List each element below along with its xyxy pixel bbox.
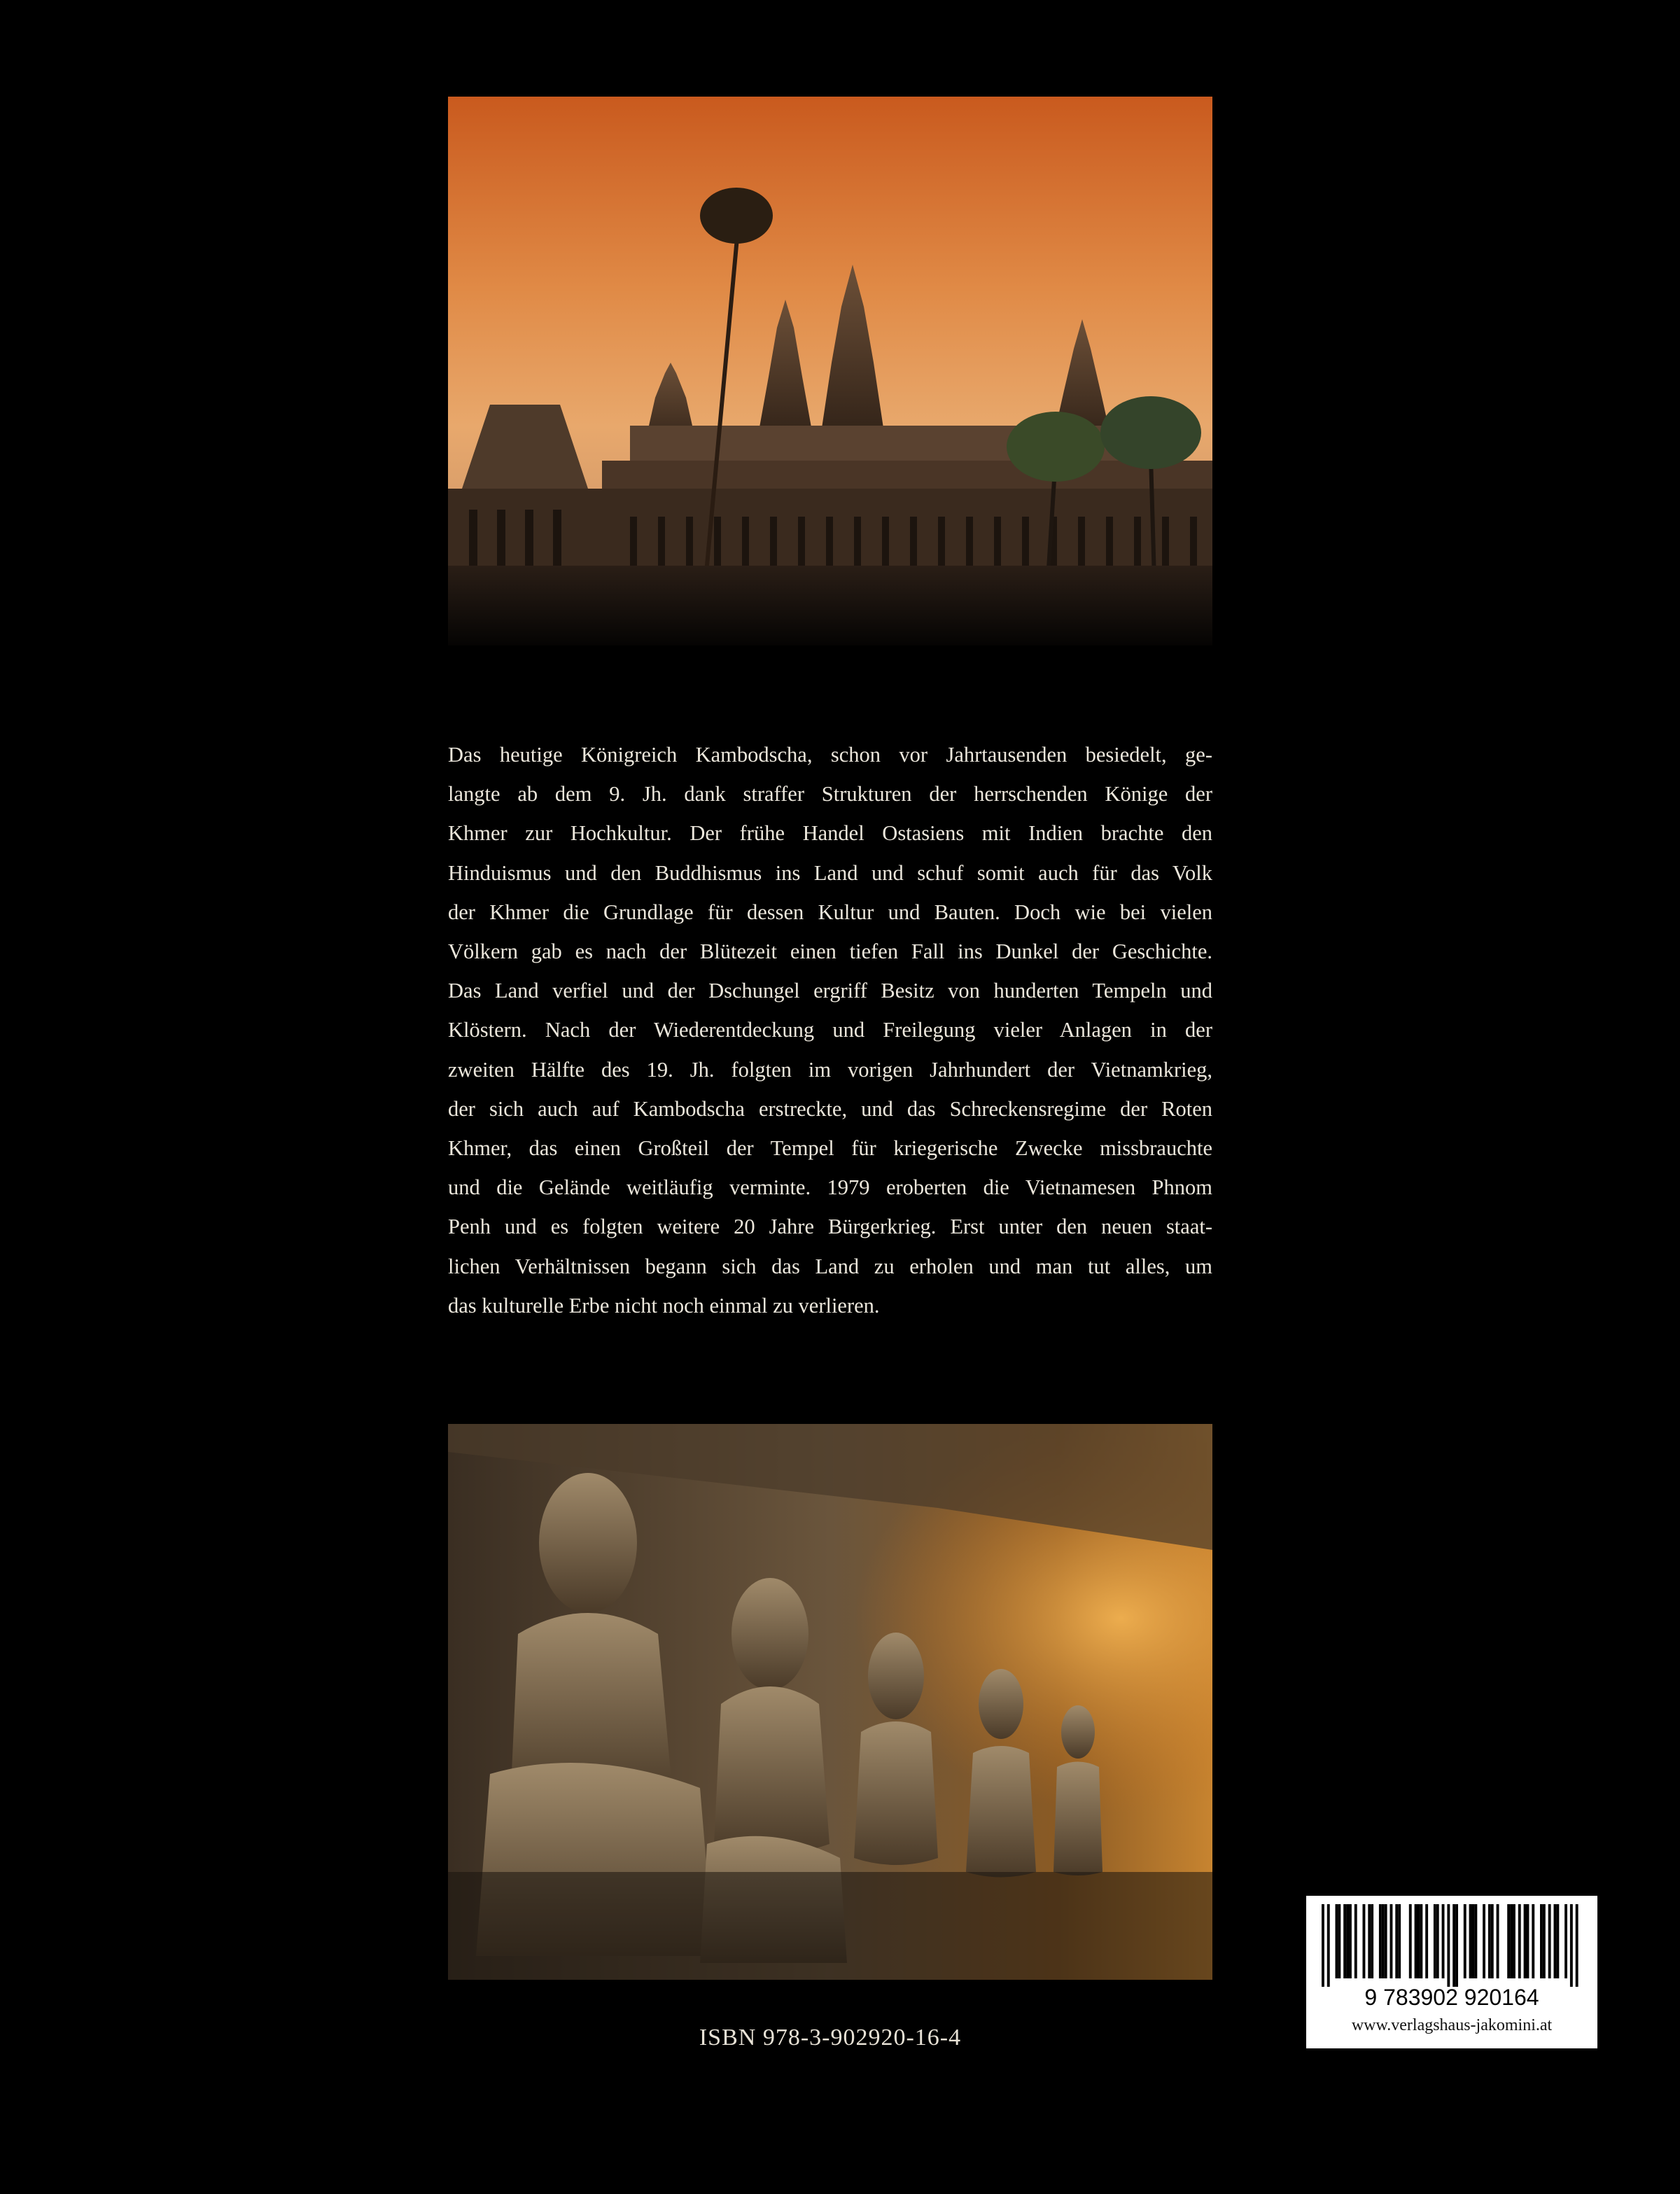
- text-line: lichen Verhältnissen begann sich das Land zu erholen und man tut alles, um: [448, 1254, 1212, 1278]
- barcode-bar: [1338, 1904, 1340, 1978]
- barcode-bar: [1532, 1904, 1534, 1978]
- barcode-bar: [1554, 1904, 1557, 1978]
- barcode-bar: [1507, 1904, 1510, 1978]
- text-line: Khmer zur Hochkultur. Der frühe Handel Ostasiens mit Indien brachte den: [448, 821, 1212, 846]
- temple-sunset-photo: [448, 97, 1212, 645]
- text-line: das kulturelle Erbe nicht noch einmal zu verlieren.: [448, 1293, 880, 1318]
- barcode-bar: [1368, 1904, 1371, 1978]
- text-line: zweiten Hälfte des 19. Jh. folgten im vorigen Jahrhundert der Vietnamkrieg,: [448, 1057, 1212, 1082]
- text-line: Klöstern. Nach der Wiederentdeckung und Freilegung vieler Anlagen in der: [448, 1018, 1212, 1042]
- barcode-bar: [1488, 1904, 1491, 1978]
- text-line: und die Gelände weitläufig verminte. 1979 eroberten die Vietnamesen Phnom: [448, 1175, 1212, 1200]
- stone-relief-photo: [448, 1424, 1212, 1980]
- barcode-bar: [1483, 1904, 1485, 1978]
- text-line: Penh und es folgten weitere 20 Jahre Bürgerkrieg. Erst unter den neuen staat-: [448, 1215, 1212, 1239]
- barcode-bar: [1349, 1904, 1352, 1978]
- text-line: der sich auch auf Kambodscha erstreckte, und das Schreckensregime der Roten: [448, 1096, 1212, 1121]
- barcode-bar: [1420, 1904, 1422, 1978]
- barcode-bar: [1518, 1904, 1521, 1978]
- barcode-bar: [1436, 1904, 1439, 1978]
- barcode-bar: [1497, 1904, 1499, 1978]
- text-line: Hinduismus und den Buddhismus ins Land und schuf somit auch für das Volk: [448, 860, 1212, 885]
- barcode-bar: [1363, 1904, 1366, 1978]
- barcode-bar: [1442, 1904, 1445, 1978]
- barcode-bar: [1543, 1904, 1546, 1978]
- barcode-bar: [1576, 1904, 1578, 1987]
- barcode-bar: [1346, 1904, 1349, 1978]
- text-line: Völkern gab es nach der Blütezeit einen tiefen Fall ins Dunkel der Geschichte.: [448, 939, 1212, 964]
- barcode-bar: [1527, 1904, 1530, 1978]
- barcode-bar: [1510, 1904, 1513, 1978]
- barcode-bar: [1343, 1904, 1346, 1978]
- barcode-bar: [1464, 1904, 1466, 1978]
- barcode-bar: [1469, 1904, 1472, 1978]
- barcode-digits: 9 783902 920164: [1364, 1985, 1539, 2010]
- barcode-bar: [1540, 1904, 1543, 1978]
- barcode-bar: [1513, 1904, 1516, 1978]
- barcode-bar: [1455, 1904, 1458, 1987]
- barcode-bar: [1336, 1904, 1338, 1978]
- barcode: [1306, 1896, 1597, 2048]
- barcode-bar: [1322, 1904, 1324, 1987]
- barcode-bar: [1425, 1904, 1428, 1978]
- barcode-bar: [1354, 1904, 1357, 1978]
- barcode-bar: [1548, 1904, 1551, 1978]
- stone-relief-illustration: [448, 1424, 1212, 1980]
- barcode-bar: [1382, 1904, 1385, 1978]
- text-line: Das Land verfiel und der Dschungel ergriff Besitz von hunderten Tempeln und: [448, 979, 1212, 1003]
- barcode-bar: [1385, 1904, 1387, 1978]
- barcode-bar: [1570, 1904, 1573, 1987]
- barcode-bar: [1390, 1904, 1393, 1978]
- barcode-bar: [1472, 1904, 1475, 1978]
- publisher-url: www.verlagshaus-jakomini.at: [1351, 2016, 1553, 2034]
- barcode-bar: [1409, 1904, 1412, 1978]
- text-line: Das heutige Königreich Kambodscha, schon vor Jahrtausenden besiedelt, ge-: [448, 743, 1212, 767]
- barcode-bar: [1415, 1904, 1418, 1978]
- barcode-bar: [1556, 1904, 1559, 1978]
- text-line: Khmer, das einen Großteil der Tempel für kriegerische Zwecke missbrauchte: [448, 1136, 1212, 1161]
- isbn-text: ISBN 978-3-902920-16-4: [699, 2025, 962, 2050]
- barcode-bar: [1564, 1904, 1567, 1978]
- text-line: langte ab dem 9. Jh. dank straffer Strukturen der herrschenden Könige der: [448, 782, 1212, 806]
- barcode-bar: [1379, 1904, 1382, 1978]
- barcode-bar: [1474, 1904, 1477, 1978]
- barcode-bar: [1491, 1904, 1494, 1978]
- temple-sunset-illustration: [448, 97, 1212, 645]
- barcode-bar: [1398, 1904, 1401, 1978]
- text-line: der Khmer die Grundlage für dessen Kultur und Bauten. Doch wie bei vielen: [448, 900, 1212, 924]
- barcode-bar: [1371, 1904, 1373, 1978]
- description-text: [448, 735, 1212, 1325]
- barcode-bar: [1434, 1904, 1436, 1978]
- barcode-bar: [1418, 1904, 1420, 1978]
- barcode-bar: [1327, 1904, 1330, 1987]
- barcode-bar: [1524, 1904, 1527, 1978]
- barcode-bar: [1447, 1904, 1450, 1987]
- barcode-bar: [1452, 1904, 1455, 1987]
- barcode-bar: [1395, 1904, 1398, 1978]
